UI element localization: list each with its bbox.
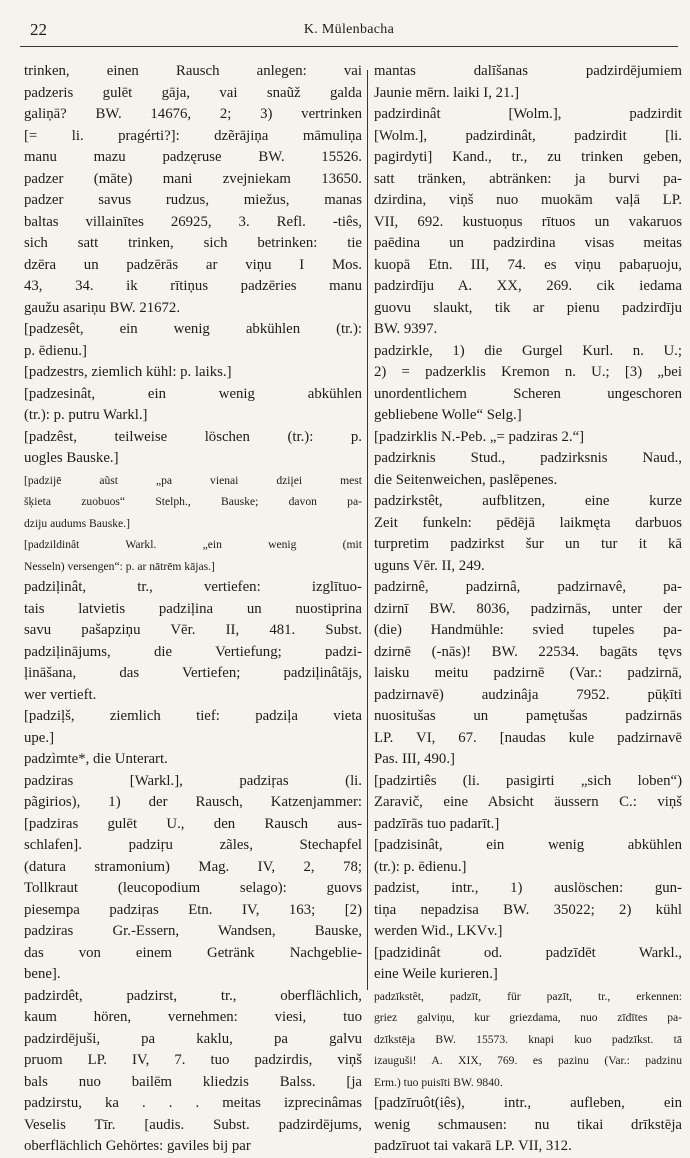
text-line: padzeris gulēt gāja, vai snaũž galda [24, 84, 362, 101]
text-line: savu pašapziņu Vēr. II, 481. Subst. [24, 622, 362, 638]
text-line: Veselis Tīr. [audis. Subst. padzirdējums, [24, 1116, 362, 1133]
text-line: piesempa padziŗas Etn. IV, 163; [2) [24, 901, 362, 918]
text-line: BW. 9397. [374, 321, 438, 337]
text-line: Jaunie mērn. laiki I, 21.] [374, 84, 520, 101]
text-line: padziras [Warkl.], padziŗas (li. [24, 772, 362, 789]
text-line: [padzesinât, ein wenig abkühlen [24, 385, 362, 402]
text-line: padzist, intr., 1) auslöschen: gun- [374, 880, 682, 896]
text-line: ļināšana, das Vertiefen; padziļinâtājs, [24, 665, 362, 681]
text-line: nuositušas un pamętušas padzirnās [374, 708, 682, 724]
text-line: pagirdyti] Kand., tr., zu trinken geben, [374, 149, 682, 165]
text-line: padziras Gr.-Essern, Wandsen, Bauske, [24, 923, 362, 939]
text-line: padzirkstêt, aufblitzen, eine kurze [374, 493, 682, 509]
text-line: [padzestrs, ziemlich kühl: p. laiks.] [24, 364, 232, 380]
text-line: (die) Handmühle: svied tupeles pa- [374, 622, 682, 638]
text-line: paēdina un padzirdina visas meitas [374, 235, 682, 251]
text-line: dzīkstēja BW. 15573. knapi kuo padzīkst. tā [374, 1032, 682, 1046]
text-line: padzirkle, 1) die Gurgel Kurl. n. U.; [374, 342, 682, 359]
text-line: šķieta zuobuos“ Stelph., Bauske; davon pa- [24, 495, 362, 508]
text-line: guovu slaukt, tik ar pienu padzirdīju [374, 299, 682, 316]
text-line: baltas villainītes 26925, 3. Refl. -tiês, [24, 213, 362, 230]
text-line: dzirdina, viņš nuo muokām vaļā LP. [374, 192, 682, 208]
text-line: bals nuo bailēm kliedzis Balss. [ja [24, 1073, 362, 1090]
text-line: (tr.): p. putru Warkl.] [24, 407, 148, 423]
text-line: 2) = padzerklis Kremon n. U.; [3) „bei [374, 364, 682, 380]
text-line: upe.] [24, 729, 54, 746]
text-line: wenig schmausen: nu tikai drīkstēja [374, 1116, 682, 1133]
text-line: [padzisinât, ein wenig abkühlen [374, 837, 682, 853]
left-column [24, 61, 362, 1158]
text-line: pruom LP. IV, 7. tuo padzirdis, viņš [24, 1052, 362, 1068]
text-line: Erm.) tuo puisīti BW. 9840. [374, 1075, 503, 1089]
text-line: eine Weile kurieren.] [374, 966, 498, 982]
text-line: padzirdêt, padzirst, tr., oberflächlich, [24, 987, 362, 1004]
text-line: izauguši! A. XIX, 769. es pazinu (Var.: padzinu [374, 1054, 682, 1067]
right-column [374, 61, 682, 1158]
text-line: p. ēdienu.] [24, 342, 87, 359]
text-line: padzirstu, ka . . . meitas izprecinâmas [24, 1095, 362, 1111]
text-line: padzer savus rudzus, miežus, manas [24, 192, 362, 208]
text-line: padzīruot tai vakarā LP. VII, 312. [374, 1138, 572, 1154]
text-line: Zeit funkeln: pēdējā laikmęta darbuos [374, 514, 682, 531]
text-line: Pas. III, 490.] [374, 751, 455, 767]
page-number: 22 [30, 20, 47, 39]
text-line: [padzirklis N.-Peb. „= padziras 2.“] [374, 428, 585, 445]
text-line: galiņā? BW. 14676, 2; 3) vertrinken [24, 106, 362, 122]
text-line: padzirnavē) audzinâja 7952. pūķīti [374, 686, 682, 703]
text-line: dzirnī BW. 8036, padzirnās, unter der [374, 600, 682, 617]
text-line: tais latvietis padziļina un nuostiprina [24, 600, 362, 617]
text-line: pãgirios), 1) der Rausch, Katzenjammer: [24, 794, 362, 810]
text-line: padzīkstêt, padzīt, für pazīt, tr., erkennen: [374, 989, 682, 1003]
text-line: satt tränken, abtränken: ja burvi pa- [374, 170, 682, 187]
text-line: [padzildinât Warkl. „ein wenig (mit [24, 538, 362, 551]
text-line: Zaravič, eine Absicht äussern C.: viņš [374, 794, 682, 810]
running-title: K. Mülenbacha [303, 22, 395, 37]
text-line: padzirdīju A. XX, 269. cik iedama [374, 278, 682, 294]
column-divider [367, 70, 368, 990]
text-line: padziļinât, tr., vertiefen: izglītuo- [24, 579, 362, 595]
text-line: [padziļš, ziemlich tief: padziļa vieta [24, 708, 362, 724]
text-line: padzirknis Stud., padzirksnis Naud., [374, 450, 682, 466]
text-line: [Wolm.], padzirdinât, padzirdit [li. [374, 127, 682, 144]
text-line: laisku meitu padzirnē (Var.: padzirnā, [374, 665, 682, 681]
text-line: dziju audums Bauske.] [24, 516, 130, 530]
text-line: unordentlichem Scheren ungeschoren [374, 385, 682, 402]
text-line: padzer (māte) mani zvejniekam 13650. [24, 170, 362, 187]
text-line: VII, 692. kustuoņus rītuos un vakaruos [374, 213, 682, 230]
text-line: die Seitenweichen, paslēpenes. [374, 471, 558, 488]
text-line: padzīrās tuo padarīt.] [374, 815, 500, 832]
text-line: padzirnê, padzirnâ, padzirnavê, pa- [374, 579, 682, 595]
text-line: (tr.): p. ēdienu.] [374, 858, 467, 875]
text-line: padziļinājums, die Vertiefung; padzi- [24, 643, 362, 660]
text-line: gebliebene Wolle“ Selg.] [374, 407, 522, 423]
text-line: [padzêst, teilweise löschen (tr.): p. [24, 428, 362, 445]
text-line: [= li. pragérti?]: dzẽrājiņa māmuliņa [24, 127, 362, 144]
text-line: griez galviņu, kur griezdama, nuo zīdītes pa- [374, 1011, 682, 1024]
text-line: oberflächlich Gehörtes: gaviles bij par [24, 1138, 251, 1154]
text-line: wer vertieft. [24, 686, 97, 703]
text-line: das von einem Getränk Nachgeblie- [24, 944, 362, 961]
text-line: [padzirtiês (li. pasigirti „sich loben“) [374, 772, 682, 789]
text-line: 43, 34. ik rītiņus padzēries manu [24, 278, 362, 294]
text-line: mantas dalīšanas padzirdējumiem [374, 63, 682, 79]
text-line: (datura stramonium) Mag. IV, 2, 78; [24, 858, 362, 875]
text-line: turpretim padzirkst šur un tur it kā [374, 536, 682, 552]
text-line: dzirnē (-nās)! BW. 22534. bagāts tęvs [374, 643, 682, 660]
text-line: padzìmte*, die Unterart. [24, 751, 168, 767]
text-line: [padzīruôt(iês), intr., aufleben, ein [374, 1095, 682, 1111]
text-line: kuopā Etn. III, 74. es viņu pabaŗuoju, [374, 256, 682, 273]
text-line: uguns Vēr. II, 249. [374, 557, 485, 574]
page-header [20, 16, 678, 47]
text-line: Nesseln) versengen“: p. ar nātrēm kājas.] [24, 559, 215, 573]
text-line: [padzidinât od. padzīdēt Warkl., [374, 944, 682, 961]
text-line: dzēra un padzērās ar viņu I Mos. [24, 256, 362, 273]
text-line: bene]. [24, 966, 61, 982]
text-line: [padzesêt, ein wenig abkühlen (tr.): [24, 321, 362, 337]
text-line: schlafen]. padziŗu zãles, Stechapfel [24, 837, 362, 853]
text-line: tiņa nepadzisa BW. 35022; 2) kühl [374, 901, 682, 918]
text-line: sich satt trinken, sich betrinken: tie [24, 235, 362, 251]
text-line: uogles Bauske.] [24, 450, 119, 466]
text-line: padzirdinât [Wolm.], padzirdit [374, 106, 682, 122]
text-line: [padzijē aũst „pa vienai dziįei mest [24, 473, 362, 487]
text-line: kaum hören, vernehmen: viesi, tuo [24, 1009, 362, 1025]
text-line: trinken, einen Rausch anlegen: vai [24, 63, 362, 79]
text-line: manu mazu padzęruse BW. 15526. [24, 149, 362, 165]
text-line: padzirdējuši, pa kaklu, pa galvu [24, 1030, 362, 1047]
text-line: LP. VI, 67. [naudas kule padzirnavē [374, 729, 682, 746]
text-line: Tollkraut (leucopodium selago): guovs [24, 880, 362, 896]
text-line: gaužu asariņu BW. 21672. [24, 299, 181, 316]
text-line: werden Wid., LKVv.] [374, 923, 503, 939]
text-line: [padziras gulēt U., den Rausch aus- [24, 815, 362, 832]
